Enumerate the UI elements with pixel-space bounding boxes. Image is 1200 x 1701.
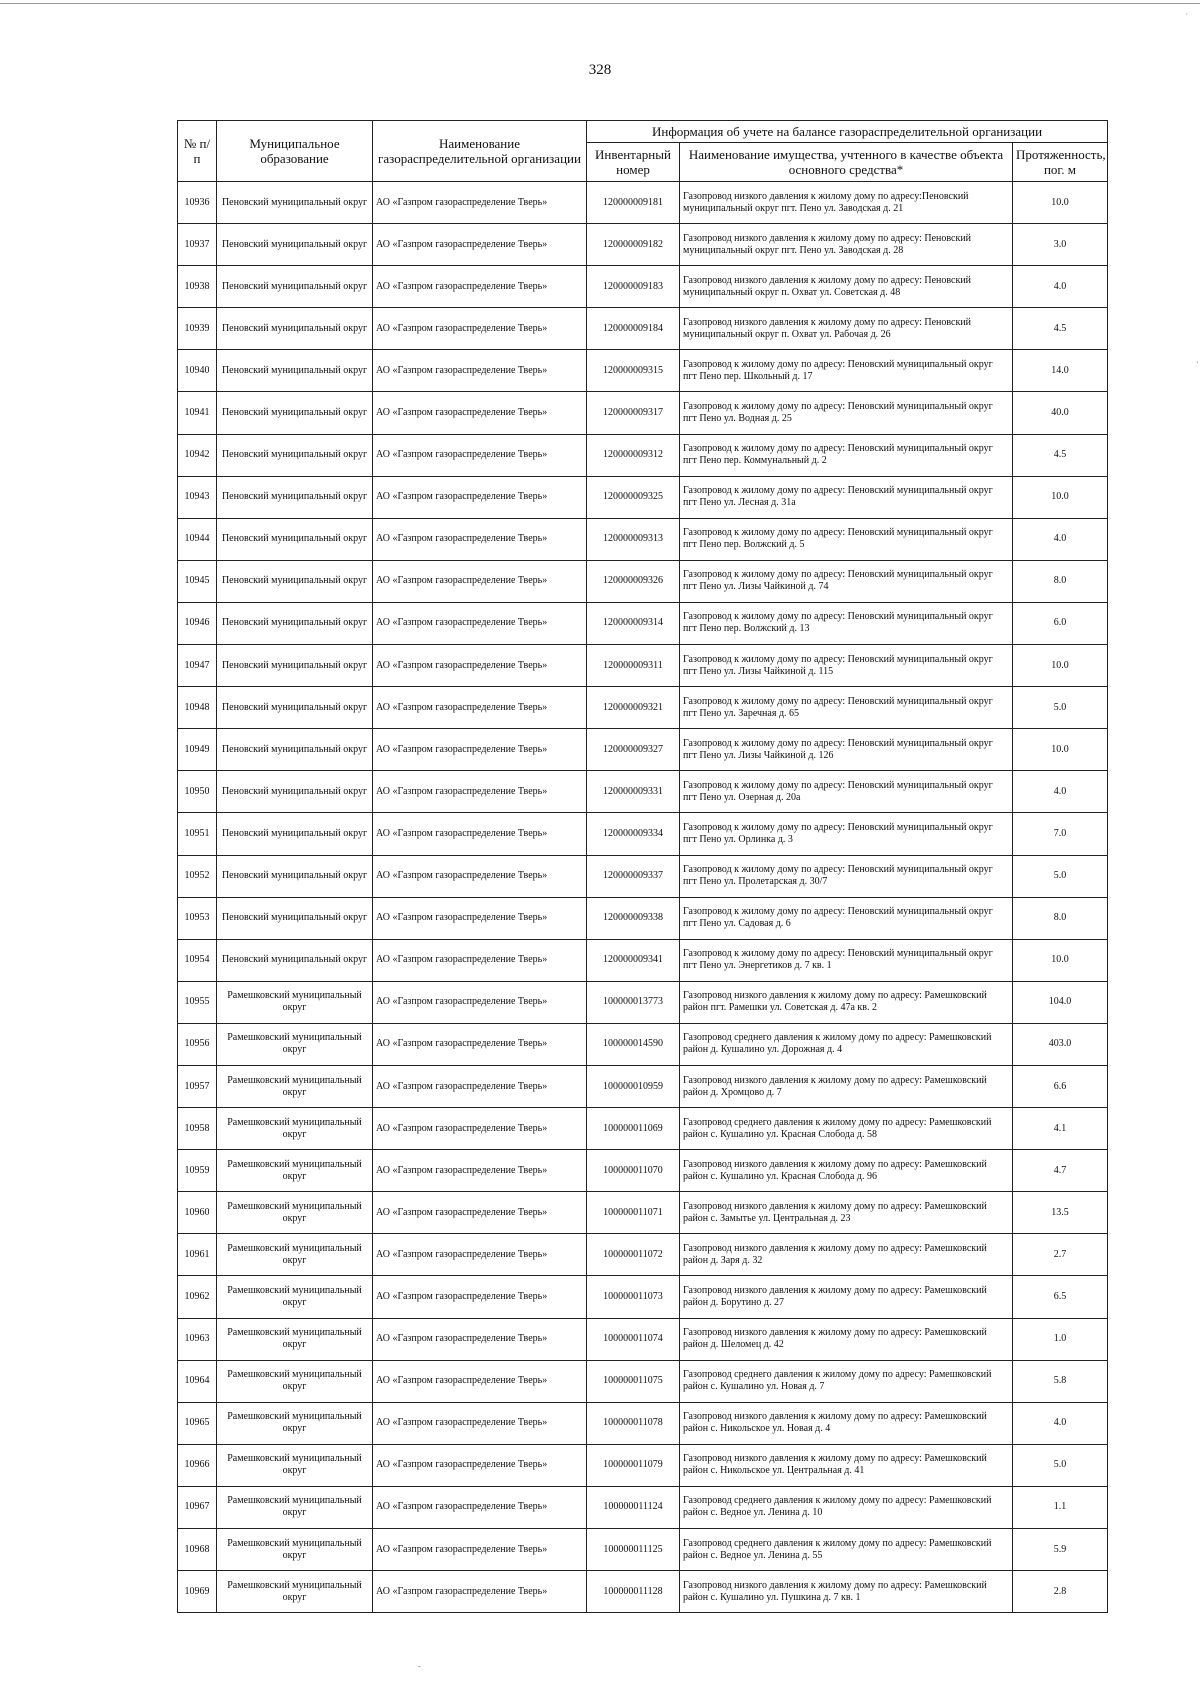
table-row: [178, 1065, 1108, 1107]
cell-length: 8.0: [1013, 560, 1108, 602]
cell-length: 1.1: [1013, 1486, 1108, 1528]
cell-property-name: Газопровод низкого давления к жилому дому по адресу: Рамешковский район с. Никольское ул. Центральная д. 41: [680, 1444, 1013, 1486]
scan-edge-mark: ': [1196, 360, 1198, 369]
cell-num: 10966: [178, 1444, 217, 1486]
cell-property-name: Газопровод среднего давления к жилому дому по адресу: Рамешковский район с. Ведное ул. Ленина д. 10: [680, 1486, 1013, 1528]
cell-org: АО «Газпром газораспределение Тверь»: [373, 308, 587, 350]
cell-org: АО «Газпром газораспределение Тверь»: [373, 771, 587, 813]
cell-property-name: Газопровод низкого давления к жилому дому по адресу: Пеновский муниципальный округ п. Охват ул. Советская д. 48: [680, 266, 1013, 308]
cell-org: АО «Газпром газораспределение Тверь»: [373, 981, 587, 1023]
cell-num: 10941: [178, 392, 217, 434]
table-header: [178, 121, 1108, 182]
cell-inventory: 120000009338: [587, 897, 680, 939]
cell-property-name: Газопровод к жилому дому по адресу: Пеновский муниципальный округ пгт Пено ул. Лизы Чайкиной д. 115: [680, 645, 1013, 687]
cell-property-name: Газопровод низкого давления к жилому дому по адресу: Рамешковский район с. Кушалино ул. Красная Слобода д. 96: [680, 1150, 1013, 1192]
cell-length: 104.0: [1013, 981, 1108, 1023]
cell-municipality: Рамешковский муниципальный округ: [217, 981, 373, 1023]
cell-length: 403.0: [1013, 1023, 1108, 1065]
header-org: Наименование газораспределительной организации: [373, 121, 587, 182]
cell-num: 10937: [178, 224, 217, 266]
cell-property-name: Газопровод низкого давления к жилому дому по адресу: Рамешковский район д. Шеломец д. 42: [680, 1318, 1013, 1360]
cell-num: 10953: [178, 897, 217, 939]
cell-length: 5.8: [1013, 1360, 1108, 1402]
cell-length: 2.8: [1013, 1571, 1108, 1613]
cell-property-name: Газопровод низкого давления к жилому дому по адресу: Рамешковский район с. Кушалино ул. Пушкина д. 7 кв. 1: [680, 1571, 1013, 1613]
cell-municipality: Пеновский муниципальный округ: [217, 687, 373, 729]
cell-length: 5.0: [1013, 1444, 1108, 1486]
cell-num: 10950: [178, 771, 217, 813]
cell-length: 6.0: [1013, 602, 1108, 644]
cell-municipality: Рамешковский муниципальный округ: [217, 1571, 373, 1613]
table-row: [178, 224, 1108, 266]
table-row: [178, 350, 1108, 392]
cell-num: 10948: [178, 687, 217, 729]
cell-num: 10964: [178, 1360, 217, 1402]
table-row: [178, 645, 1108, 687]
table-row: [178, 476, 1108, 518]
cell-org: АО «Газпром газораспределение Тверь»: [373, 560, 587, 602]
cell-inventory: 100000011070: [587, 1150, 680, 1192]
cell-org: АО «Газпром газораспределение Тверь»: [373, 182, 587, 224]
cell-org: АО «Газпром газораспределение Тверь»: [373, 392, 587, 434]
cell-municipality: Рамешковский муниципальный округ: [217, 1192, 373, 1234]
cell-inventory: 120000009182: [587, 224, 680, 266]
cell-length: 8.0: [1013, 897, 1108, 939]
cell-length: 4.0: [1013, 518, 1108, 560]
cell-num: 10956: [178, 1023, 217, 1065]
cell-municipality: Пеновский муниципальный округ: [217, 392, 373, 434]
cell-org: АО «Газпром газораспределение Тверь»: [373, 602, 587, 644]
cell-municipality: Рамешковский муниципальный округ: [217, 1065, 373, 1107]
cell-property-name: Газопровод низкого давления к жилому дому по адресу: Пеновский муниципальный округ п. Охват ул. Рабочая д. 26: [680, 308, 1013, 350]
table-row: [178, 897, 1108, 939]
cell-property-name: Газопровод среднего давления к жилому дому по адресу: Рамешковский район с. Ведное ул. Ленина д. 55: [680, 1529, 1013, 1571]
cell-num: 10952: [178, 855, 217, 897]
cell-inventory: 120000009312: [587, 434, 680, 476]
header-length: Протяженность, пог. м: [1013, 143, 1108, 182]
cell-municipality: Рамешковский муниципальный округ: [217, 1529, 373, 1571]
cell-org: АО «Газпром газораспределение Тверь»: [373, 1529, 587, 1571]
table-row: [178, 1444, 1108, 1486]
table-row: [178, 771, 1108, 813]
cell-org: АО «Газпром газораспределение Тверь»: [373, 1234, 587, 1276]
cell-num: 10936: [178, 182, 217, 224]
header-balance-group: Информация об учете на балансе газораспределительной организации: [587, 121, 1108, 143]
cell-municipality: Рамешковский муниципальный округ: [217, 1444, 373, 1486]
cell-inventory: 100000013773: [587, 981, 680, 1023]
cell-org: АО «Газпром газораспределение Тверь»: [373, 350, 587, 392]
table-row: [178, 182, 1108, 224]
cell-municipality: Пеновский муниципальный округ: [217, 308, 373, 350]
cell-inventory: 100000011128: [587, 1571, 680, 1613]
table-row: [178, 855, 1108, 897]
table-row: [178, 1150, 1108, 1192]
cell-municipality: Рамешковский муниципальный округ: [217, 1318, 373, 1360]
cell-inventory: 100000011073: [587, 1276, 680, 1318]
cell-org: АО «Газпром газораспределение Тверь»: [373, 897, 587, 939]
cell-inventory: 100000014590: [587, 1023, 680, 1065]
cell-length: 10.0: [1013, 729, 1108, 771]
table-row: [178, 392, 1108, 434]
cell-municipality: Рамешковский муниципальный округ: [217, 1108, 373, 1150]
cell-inventory: 100000010959: [587, 1065, 680, 1107]
cell-municipality: Пеновский муниципальный округ: [217, 266, 373, 308]
cell-org: АО «Газпром газораспределение Тверь»: [373, 1150, 587, 1192]
cell-length: 4.0: [1013, 771, 1108, 813]
cell-property-name: Газопровод к жилому дому по адресу: Пеновский муниципальный округ пгт Пено ул. Озерная д. 20а: [680, 771, 1013, 813]
cell-municipality: Пеновский муниципальный округ: [217, 182, 373, 224]
cell-municipality: Пеновский муниципальный округ: [217, 434, 373, 476]
cell-inventory: 120000009311: [587, 645, 680, 687]
scan-corner-mark: ·: [1185, 10, 1188, 19]
cell-inventory: 120000009317: [587, 392, 680, 434]
cell-property-name: Газопровод к жилому дому по адресу: Пеновский муниципальный округ пгт Пено ул. Садовая д. 6: [680, 897, 1013, 939]
cell-inventory: 100000011072: [587, 1234, 680, 1276]
cell-inventory: 100000011071: [587, 1192, 680, 1234]
cell-inventory: 120000009321: [587, 687, 680, 729]
cell-num: 10940: [178, 350, 217, 392]
cell-inventory: 100000011124: [587, 1486, 680, 1528]
cell-property-name: Газопровод низкого давления к жилому дому по адресу:Пеновский муниципальный округ пгт. Пено ул. Заводская д. 21: [680, 182, 1013, 224]
cell-org: АО «Газпром газораспределение Тверь»: [373, 434, 587, 476]
cell-property-name: Газопровод среднего давления к жилому дому по адресу: Рамешковский район с. Кушалино ул. Новая д. 7: [680, 1360, 1013, 1402]
cell-property-name: Газопровод к жилому дому по адресу: Пеновский муниципальный округ пгт Пено ул. Заречная д. 65: [680, 687, 1013, 729]
cell-length: 4.0: [1013, 266, 1108, 308]
cell-length: 4.5: [1013, 434, 1108, 476]
table-row: [178, 1318, 1108, 1360]
cell-municipality: Рамешковский муниципальный округ: [217, 1234, 373, 1276]
scan-speck: -: [418, 1662, 421, 1671]
cell-num: 10944: [178, 518, 217, 560]
cell-length: 10.0: [1013, 182, 1108, 224]
cell-inventory: 100000011078: [587, 1402, 680, 1444]
cell-num: 10968: [178, 1529, 217, 1571]
cell-inventory: 120000009181: [587, 182, 680, 224]
cell-municipality: Пеновский муниципальный округ: [217, 350, 373, 392]
cell-inventory: 100000011074: [587, 1318, 680, 1360]
table-row: [178, 308, 1108, 350]
cell-org: АО «Газпром газораспределение Тверь»: [373, 1360, 587, 1402]
cell-num: 10959: [178, 1150, 217, 1192]
cell-municipality: Пеновский муниципальный округ: [217, 939, 373, 981]
cell-property-name: Газопровод низкого давления к жилому дому по адресу: Пеновский муниципальный округ пгт. Пено ул. Заводская д. 28: [680, 224, 1013, 266]
cell-num: 10965: [178, 1402, 217, 1444]
cell-inventory: 100000011075: [587, 1360, 680, 1402]
cell-org: АО «Газпром газораспределение Тверь»: [373, 1192, 587, 1234]
property-table: [177, 120, 1108, 1613]
cell-inventory: 120000009313: [587, 518, 680, 560]
cell-inventory: 100000011079: [587, 1444, 680, 1486]
table-row: [178, 1360, 1108, 1402]
cell-municipality: Пеновский муниципальный округ: [217, 813, 373, 855]
cell-num: 10942: [178, 434, 217, 476]
cell-municipality: Пеновский муниципальный округ: [217, 771, 373, 813]
cell-org: АО «Газпром газораспределение Тверь»: [373, 1276, 587, 1318]
cell-num: 10954: [178, 939, 217, 981]
cell-length: 13.5: [1013, 1192, 1108, 1234]
cell-org: АО «Газпром газораспределение Тверь»: [373, 687, 587, 729]
cell-inventory: 120000009314: [587, 602, 680, 644]
cell-municipality: Пеновский муниципальный округ: [217, 602, 373, 644]
cell-num: 10958: [178, 1108, 217, 1150]
cell-num: 10967: [178, 1486, 217, 1528]
cell-org: АО «Газпром газораспределение Тверь»: [373, 1444, 587, 1486]
cell-org: АО «Газпром газораспределение Тверь»: [373, 813, 587, 855]
cell-length: 4.0: [1013, 1402, 1108, 1444]
cell-org: АО «Газпром газораспределение Тверь»: [373, 1318, 587, 1360]
cell-org: АО «Газпром газораспределение Тверь»: [373, 1571, 587, 1613]
cell-inventory: 120000009327: [587, 729, 680, 771]
cell-length: 5.0: [1013, 855, 1108, 897]
cell-municipality: Пеновский муниципальный округ: [217, 560, 373, 602]
cell-municipality: Рамешковский муниципальный округ: [217, 1402, 373, 1444]
cell-length: 6.6: [1013, 1065, 1108, 1107]
table-row: [178, 1234, 1108, 1276]
table-row: [178, 1276, 1108, 1318]
cell-property-name: Газопровод к жилому дому по адресу: Пеновский муниципальный округ пгт Пено ул. Пролетарская д. 30/7: [680, 855, 1013, 897]
cell-num: 10955: [178, 981, 217, 1023]
cell-length: 6.5: [1013, 1276, 1108, 1318]
cell-length: 14.0: [1013, 350, 1108, 392]
cell-property-name: Газопровод к жилому дому по адресу: Пеновский муниципальный округ пгт Пено ул. Лесная д. 31а: [680, 476, 1013, 518]
table-row: [178, 602, 1108, 644]
cell-length: 40.0: [1013, 392, 1108, 434]
table-row: [178, 939, 1108, 981]
cell-num: 10963: [178, 1318, 217, 1360]
cell-org: АО «Газпром газораспределение Тверь»: [373, 1402, 587, 1444]
cell-num: 10939: [178, 308, 217, 350]
table-row: [178, 560, 1108, 602]
cell-num: 10962: [178, 1276, 217, 1318]
cell-inventory: 100000011069: [587, 1108, 680, 1150]
cell-num: 10957: [178, 1065, 217, 1107]
cell-property-name: Газопровод среднего давления к жилому дому по адресу: Рамешковский район д. Кушалино ул. Дорожная д. 4: [680, 1023, 1013, 1065]
table-row: [178, 1023, 1108, 1065]
table-row: [178, 1486, 1108, 1528]
table-row: [178, 981, 1108, 1023]
cell-length: 5.9: [1013, 1529, 1108, 1571]
cell-property-name: Газопровод низкого давления к жилому дому по адресу: Рамешковский район д. Борутино д. 27: [680, 1276, 1013, 1318]
cell-municipality: Пеновский муниципальный округ: [217, 518, 373, 560]
cell-length: 10.0: [1013, 476, 1108, 518]
cell-inventory: 120000009315: [587, 350, 680, 392]
cell-org: АО «Газпром газораспределение Тверь»: [373, 855, 587, 897]
cell-org: АО «Газпром газораспределение Тверь»: [373, 939, 587, 981]
cell-inventory: 120000009337: [587, 855, 680, 897]
header-num: № п/п: [178, 121, 217, 182]
table-row: [178, 813, 1108, 855]
cell-org: АО «Газпром газораспределение Тверь»: [373, 266, 587, 308]
cell-length: 10.0: [1013, 939, 1108, 981]
cell-length: 1.0: [1013, 1318, 1108, 1360]
table-row: [178, 434, 1108, 476]
cell-org: АО «Газпром газораспределение Тверь»: [373, 729, 587, 771]
cell-municipality: Рамешковский муниципальный округ: [217, 1486, 373, 1528]
cell-municipality: Рамешковский муниципальный округ: [217, 1360, 373, 1402]
page-number: 328: [588, 62, 612, 78]
cell-inventory: 120000009325: [587, 476, 680, 518]
cell-org: АО «Газпром газораспределение Тверь»: [373, 518, 587, 560]
cell-inventory: 120000009326: [587, 560, 680, 602]
cell-num: 10947: [178, 645, 217, 687]
header-inventory: Инвентарный номер: [587, 143, 680, 182]
cell-property-name: Газопровод низкого давления к жилому дому по адресу: Рамешковский район пгт. Рамешки ул. Советская д. 47а кв. 2: [680, 981, 1013, 1023]
cell-municipality: Пеновский муниципальный округ: [217, 645, 373, 687]
cell-municipality: Пеновский муниципальный округ: [217, 476, 373, 518]
cell-org: АО «Газпром газораспределение Тверь»: [373, 224, 587, 266]
scan-edge-line: [0, 3, 1200, 4]
cell-length: 4.7: [1013, 1150, 1108, 1192]
cell-org: АО «Газпром газораспределение Тверь»: [373, 1108, 587, 1150]
cell-property-name: Газопровод к жилому дому по адресу: Пеновский муниципальный округ пгт Пено пер. Коммунальный д. 2: [680, 434, 1013, 476]
cell-municipality: Пеновский муниципальный округ: [217, 224, 373, 266]
cell-municipality: Пеновский муниципальный округ: [217, 897, 373, 939]
cell-num: 10943: [178, 476, 217, 518]
table-row: [178, 687, 1108, 729]
cell-length: 4.5: [1013, 308, 1108, 350]
cell-property-name: Газопровод низкого давления к жилому дому по адресу: Рамешковский район д. Хромцово д. 7: [680, 1065, 1013, 1107]
cell-inventory: 120000009334: [587, 813, 680, 855]
cell-property-name: Газопровод низкого давления к жилому дому по адресу: Рамешковский район д. Заря д. 32: [680, 1234, 1013, 1276]
cell-org: АО «Газпром газораспределение Тверь»: [373, 645, 587, 687]
table-row: [178, 518, 1108, 560]
cell-org: АО «Газпром газораспределение Тверь»: [373, 1023, 587, 1065]
cell-property-name: Газопровод к жилому дому по адресу: Пеновский муниципальный округ пгт Пено пер. Волжский д. 13: [680, 602, 1013, 644]
cell-property-name: Газопровод среднего давления к жилому дому по адресу: Рамешковский район с. Кушалино ул. Красная Слобода д. 58: [680, 1108, 1013, 1150]
cell-inventory: 120000009184: [587, 308, 680, 350]
cell-municipality: Пеновский муниципальный округ: [217, 729, 373, 771]
header-property: Наименование имущества, учтенного в качестве объекта основного средства*: [680, 143, 1013, 182]
cell-org: АО «Газпром газораспределение Тверь»: [373, 1486, 587, 1528]
cell-property-name: Газопровод низкого давления к жилому дому по адресу: Рамешковский район с. Замытье ул. Центральная д. 23: [680, 1192, 1013, 1234]
cell-num: 10938: [178, 266, 217, 308]
cell-property-name: Газопровод к жилому дому по адресу: Пеновский муниципальный округ пгт Пено ул. Энергетиков д. 7 кв. 1: [680, 939, 1013, 981]
cell-municipality: Рамешковский муниципальный округ: [217, 1023, 373, 1065]
cell-property-name: Газопровод низкого давления к жилому дому по адресу: Рамешковский район с. Никольское ул. Новая д. 4: [680, 1402, 1013, 1444]
cell-num: 10969: [178, 1571, 217, 1613]
cell-length: 5.0: [1013, 687, 1108, 729]
table-row: [178, 1529, 1108, 1571]
cell-property-name: Газопровод к жилому дому по адресу: Пеновский муниципальный округ пгт Пено ул. Орлинка д. 3: [680, 813, 1013, 855]
cell-length: 3.0: [1013, 224, 1108, 266]
table-row: [178, 729, 1108, 771]
cell-inventory: 120000009341: [587, 939, 680, 981]
cell-property-name: Газопровод к жилому дому по адресу: Пеновский муниципальный округ пгт Пено ул. Лизы Чайкиной д. 74: [680, 560, 1013, 602]
cell-num: 10961: [178, 1234, 217, 1276]
cell-length: 7.0: [1013, 813, 1108, 855]
cell-inventory: 120000009183: [587, 266, 680, 308]
cell-num: 10951: [178, 813, 217, 855]
header-municipality: Муниципальное образование: [217, 121, 373, 182]
cell-property-name: Газопровод к жилому дому по адресу: Пеновский муниципальный округ пгт Пено пер. Школьный д. 17: [680, 350, 1013, 392]
cell-num: 10949: [178, 729, 217, 771]
table-row: [178, 1108, 1108, 1150]
cell-inventory: 120000009331: [587, 771, 680, 813]
table-body: [178, 182, 1108, 1613]
table-row: [178, 266, 1108, 308]
cell-length: 4.1: [1013, 1108, 1108, 1150]
cell-inventory: 100000011125: [587, 1529, 680, 1571]
cell-length: 10.0: [1013, 645, 1108, 687]
table-row: [178, 1571, 1108, 1613]
cell-municipality: Рамешковский муниципальный округ: [217, 1276, 373, 1318]
cell-property-name: Газопровод к жилому дому по адресу: Пеновский муниципальный округ пгт Пено пер. Волжский д. 5: [680, 518, 1013, 560]
cell-org: АО «Газпром газораспределение Тверь»: [373, 476, 587, 518]
cell-num: 10960: [178, 1192, 217, 1234]
cell-org: АО «Газпром газораспределение Тверь»: [373, 1065, 587, 1107]
cell-num: 10945: [178, 560, 217, 602]
table-row: [178, 1192, 1108, 1234]
cell-property-name: Газопровод к жилому дому по адресу: Пеновский муниципальный округ пгт Пено ул. Водная д. 25: [680, 392, 1013, 434]
cell-length: 2.7: [1013, 1234, 1108, 1276]
cell-municipality: Рамешковский муниципальный округ: [217, 1150, 373, 1192]
cell-num: 10946: [178, 602, 217, 644]
cell-municipality: Пеновский муниципальный округ: [217, 855, 373, 897]
table-row: [178, 1402, 1108, 1444]
cell-property-name: Газопровод к жилому дому по адресу: Пеновский муниципальный округ пгт Пено ул. Лизы Чайкиной д. 126: [680, 729, 1013, 771]
